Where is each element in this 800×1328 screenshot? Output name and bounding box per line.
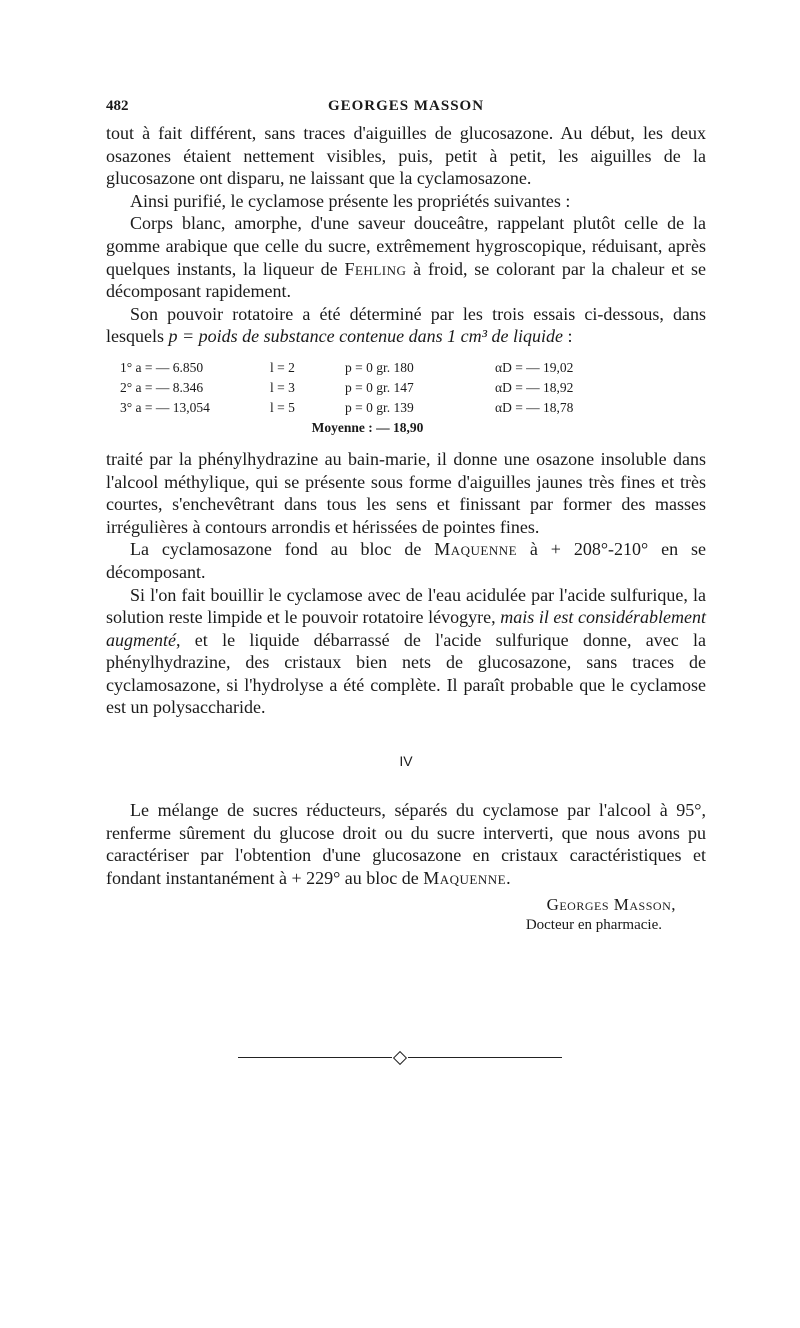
measurement-average: Moyenne : — 18,90 xyxy=(311,419,424,435)
measurement-cell-alpha: αD = — 18,92 xyxy=(495,379,574,395)
measurement-cell-p: p = 0 gr. 147 xyxy=(345,379,414,395)
paragraph-3-text: Corps blanc, amorphe, d'une saveur douceâtre, rappelant plutôt celle de la gomme arabique que celle du sucre, extrêmement hygroscopique, réduisant, après quelques instants, la liqueur de xyxy=(106,213,706,279)
paragraph-8-text-end: . xyxy=(506,867,511,888)
paragraph-3 xyxy=(106,212,706,302)
paragraph-6-text-end: à + 208°-210° en se décomposant. xyxy=(106,539,707,582)
page-content xyxy=(106,98,706,934)
paragraph-2: Ainsi purifié, le cyclamose présente les propriétés suivantes : xyxy=(130,190,571,211)
measurement-average-row xyxy=(120,418,615,438)
paragraph-4 xyxy=(106,303,706,348)
paragraph-3-text-end: à froid, se colorant par la chaleur et se décomposant rapidement. xyxy=(106,258,706,302)
paragraph-1: tout à fait différent, sans traces d'aiguilles de glucosazone. Au début, les deux osazones étaient nettement visibles, puis, petit à petit, les aiguilles de la glucosazone ont disparu, ne laissant que la cyclamosazone. xyxy=(106,123,706,189)
paragraph-4-text: Son pouvoir rotatoire a été déterminé par les trois essais ci-dessous, dans lesquels xyxy=(106,303,706,347)
paragraph-7-text-end: , et le liquide débarrassé de l'acide sulfurique donne, avec la phénylhydrazine, des cristaux bien nets de glucosazone, sans traces de cyclamosazone, si l'hydrolyse a été complète. Il paraît probable que le cyclamose est un polysaccharide. xyxy=(106,629,706,718)
paragraph-7-text: Si l'on fait bouillir le cyclamose avec de l'eau acidulée par l'acide sulfurique, la solution reste limpide et le pouvoir rotatoire lévogyre, xyxy=(106,584,706,628)
paragraph-7 xyxy=(106,584,706,720)
signature-name: Georges Masson, xyxy=(546,895,676,915)
paragraph-8 xyxy=(106,799,706,889)
measurement-cell-alpha: αD = — 19,02 xyxy=(495,359,574,375)
paragraph-6 xyxy=(106,538,706,583)
divider-line-right xyxy=(408,1057,562,1058)
measurement-cell-a: 2° a = — 8.346 xyxy=(120,379,204,395)
paragraph-6-text: La cyclamosazone fond au bloc de xyxy=(130,539,435,560)
measurement-cell-l: l = 5 xyxy=(270,399,295,415)
diamond-icon xyxy=(393,1051,407,1065)
paragraph-5: traité par la phénylhydrazine au bain-marie, il donne une osazone insoluble dans l'alcool méthylique, qui se présente sous forme d'aiguilles jaunes très fines et très courtes, s'enchevêtrant dans tous les sens et finissant par former des masses irrégulières à contours arrondis et hérissées de pointes fines. xyxy=(106,448,706,537)
measurement-cell-alpha: αD = — 18,78 xyxy=(495,399,574,415)
running-header xyxy=(106,98,706,122)
page-number: 482 xyxy=(106,98,129,114)
measurement-row xyxy=(120,378,615,398)
divider-line-left xyxy=(238,1057,392,1058)
author-name-fehling: Fehling xyxy=(344,258,407,279)
author-name-maquenne-2: Maquenne xyxy=(423,867,507,888)
author-name-maquenne: Maquenne xyxy=(434,539,518,560)
measurement-row xyxy=(120,398,615,418)
rotation-measurements-table xyxy=(120,358,615,438)
measurement-cell-l: l = 2 xyxy=(270,359,295,375)
measurement-cell-a: 1° a = — 6.850 xyxy=(120,359,204,375)
measurement-cell-p: p = 0 gr. 139 xyxy=(345,399,414,415)
measurement-cell-l: l = 3 xyxy=(270,379,295,395)
paragraph-4-definition: p = poids de substance contenue dans 1 cm³ de liquide xyxy=(168,326,563,347)
measurement-cell-p: p = 0 gr. 180 xyxy=(345,359,414,375)
running-title: GEORGES MASSON xyxy=(327,98,485,114)
paragraph-4-text-end: : xyxy=(562,326,573,347)
paragraph-8-text: Le mélange de sucres réducteurs, séparés du cyclamose par l'alcool à 95°, renferme sûrement du glucose droit ou du sucre interverti, que nous avons pu caractériser par l'obtention d'une glucosazone en cristaux caractéristiques et fondant instantanément à + 229° au bloc de xyxy=(106,800,706,888)
section-heading: IV xyxy=(399,753,413,770)
signature-role: Docteur en pharmacie. xyxy=(525,917,662,934)
paragraph-7-emphasis: mais il est considérablement augmenté xyxy=(106,607,706,650)
measurement-row xyxy=(120,358,615,378)
measurement-cell-a: 3° a = — 13,054 xyxy=(120,399,210,415)
ornamental-divider xyxy=(238,1051,562,1065)
